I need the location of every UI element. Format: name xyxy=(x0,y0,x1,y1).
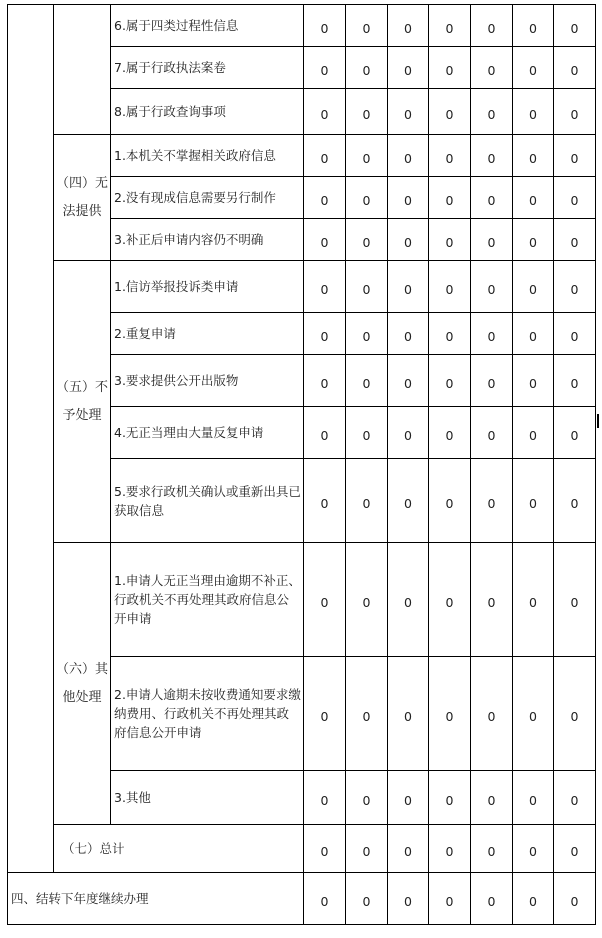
value-cell: 0 xyxy=(554,219,596,261)
value-cell: 0 xyxy=(388,771,429,825)
table-row xyxy=(8,873,596,925)
value-cell: 0 xyxy=(388,135,429,177)
table-row xyxy=(8,5,596,47)
value-cell: 0 xyxy=(346,825,388,873)
value-cell: 0 xyxy=(429,407,471,459)
value-cell: 0 xyxy=(513,219,554,261)
item-label: 2.没有现成信息需要另行制作 xyxy=(111,177,304,219)
value-cell: 0 xyxy=(554,825,596,873)
value-cell: 0 xyxy=(513,771,554,825)
value-cell: 0 xyxy=(471,261,513,313)
total-label: （七）总计 xyxy=(54,825,304,873)
value-cell: 0 xyxy=(304,407,346,459)
value-cell: 0 xyxy=(554,47,596,89)
value-cell: 0 xyxy=(471,5,513,47)
value-cell: 0 xyxy=(471,459,513,543)
value-cell: 0 xyxy=(346,657,388,771)
value-cell: 0 xyxy=(304,355,346,407)
value-cell: 0 xyxy=(471,355,513,407)
item-label: 3.补正后申请内容仍不明确 xyxy=(111,219,304,261)
table-body xyxy=(8,5,596,925)
value-cell: 0 xyxy=(346,355,388,407)
value-cell: 0 xyxy=(346,219,388,261)
outer-section-cell xyxy=(8,5,54,873)
value-cell: 0 xyxy=(471,657,513,771)
value-cell: 0 xyxy=(471,825,513,873)
value-cell: 0 xyxy=(346,177,388,219)
value-cell: 0 xyxy=(388,177,429,219)
value-cell: 0 xyxy=(429,543,471,657)
value-cell: 0 xyxy=(346,261,388,313)
value-cell: 0 xyxy=(346,459,388,543)
value-cell: 0 xyxy=(513,355,554,407)
value-cell: 0 xyxy=(304,313,346,355)
item-label: 7.属于行政执法案卷 xyxy=(111,47,304,89)
item-label: 2.重复申请 xyxy=(111,313,304,355)
item-label: 1.申请人无正当理由逾期不补正、行政机关不再处理其政府信息公开申请 xyxy=(111,543,304,657)
value-cell: 0 xyxy=(346,313,388,355)
value-cell: 0 xyxy=(388,355,429,407)
item-label: 2.申请人逾期未按收费通知要求缴纳费用、行政机关不再处理其政府信息公开申请 xyxy=(111,657,304,771)
value-cell: 0 xyxy=(513,135,554,177)
subgroup-cell xyxy=(54,5,111,135)
value-cell: 0 xyxy=(513,657,554,771)
value-cell: 0 xyxy=(429,459,471,543)
value-cell: 0 xyxy=(429,825,471,873)
value-cell: 0 xyxy=(554,261,596,313)
table-row xyxy=(8,261,596,313)
value-cell: 0 xyxy=(429,873,471,925)
value-cell: 0 xyxy=(304,219,346,261)
value-cell: 0 xyxy=(388,657,429,771)
value-cell: 0 xyxy=(388,261,429,313)
value-cell: 0 xyxy=(388,543,429,657)
value-cell: 0 xyxy=(429,89,471,135)
value-cell: 0 xyxy=(429,135,471,177)
value-cell: 0 xyxy=(346,5,388,47)
value-cell: 0 xyxy=(554,771,596,825)
value-cell: 0 xyxy=(471,873,513,925)
category-label: （五）不予处理 xyxy=(54,261,111,543)
value-cell: 0 xyxy=(513,313,554,355)
carryover-label: 四、结转下年度继续办理 xyxy=(8,873,304,925)
value-cell: 0 xyxy=(304,657,346,771)
value-cell: 0 xyxy=(554,657,596,771)
value-cell: 0 xyxy=(388,459,429,543)
item-label: 3.其他 xyxy=(111,771,304,825)
value-cell: 0 xyxy=(554,873,596,925)
value-cell: 0 xyxy=(346,135,388,177)
value-cell: 0 xyxy=(304,873,346,925)
value-cell: 0 xyxy=(554,459,596,543)
value-cell: 0 xyxy=(471,89,513,135)
value-cell: 0 xyxy=(346,873,388,925)
value-cell: 0 xyxy=(554,89,596,135)
item-label: 8.属于行政查询事项 xyxy=(111,89,304,135)
value-cell: 0 xyxy=(513,459,554,543)
value-cell: 0 xyxy=(471,771,513,825)
value-cell: 0 xyxy=(554,313,596,355)
value-cell: 0 xyxy=(471,47,513,89)
value-cell: 0 xyxy=(346,89,388,135)
item-label: 5.要求行政机关确认或重新出具已获取信息 xyxy=(111,459,304,543)
value-cell: 0 xyxy=(471,219,513,261)
value-cell: 0 xyxy=(304,177,346,219)
category-label: （六）其他处理 xyxy=(54,543,111,825)
disclosure-statistics-table xyxy=(7,4,596,925)
value-cell: 0 xyxy=(554,135,596,177)
value-cell: 0 xyxy=(513,261,554,313)
value-cell: 0 xyxy=(471,543,513,657)
value-cell: 0 xyxy=(513,825,554,873)
value-cell: 0 xyxy=(346,47,388,89)
value-cell: 0 xyxy=(554,5,596,47)
value-cell: 0 xyxy=(513,47,554,89)
value-cell: 0 xyxy=(304,5,346,47)
value-cell: 0 xyxy=(429,355,471,407)
value-cell: 0 xyxy=(429,261,471,313)
value-cell: 0 xyxy=(304,47,346,89)
value-cell: 0 xyxy=(513,543,554,657)
value-cell: 0 xyxy=(388,825,429,873)
text-cursor xyxy=(597,414,599,428)
value-cell: 0 xyxy=(429,313,471,355)
item-label: 3.要求提供公开出版物 xyxy=(111,355,304,407)
item-label: 1.信访举报投诉类申请 xyxy=(111,261,304,313)
value-cell: 0 xyxy=(304,543,346,657)
value-cell: 0 xyxy=(513,5,554,47)
value-cell: 0 xyxy=(388,219,429,261)
value-cell: 0 xyxy=(429,771,471,825)
value-cell: 0 xyxy=(304,825,346,873)
value-cell: 0 xyxy=(554,177,596,219)
table-row xyxy=(8,825,596,873)
value-cell: 0 xyxy=(304,459,346,543)
table-row xyxy=(8,135,596,177)
value-cell: 0 xyxy=(554,543,596,657)
value-cell: 0 xyxy=(346,771,388,825)
value-cell: 0 xyxy=(304,135,346,177)
category-label: （四）无法提供 xyxy=(54,135,111,261)
value-cell: 0 xyxy=(346,543,388,657)
value-cell: 0 xyxy=(513,873,554,925)
value-cell: 0 xyxy=(513,89,554,135)
value-cell: 0 xyxy=(388,873,429,925)
value-cell: 0 xyxy=(388,89,429,135)
value-cell: 0 xyxy=(429,219,471,261)
value-cell: 0 xyxy=(429,657,471,771)
value-cell: 0 xyxy=(554,407,596,459)
value-cell: 0 xyxy=(304,261,346,313)
item-label: 4.无正当理由大量反复申请 xyxy=(111,407,304,459)
value-cell: 0 xyxy=(471,177,513,219)
value-cell: 0 xyxy=(388,407,429,459)
value-cell: 0 xyxy=(388,5,429,47)
value-cell: 0 xyxy=(513,407,554,459)
value-cell: 0 xyxy=(388,313,429,355)
value-cell: 0 xyxy=(429,177,471,219)
item-label: 6.属于四类过程性信息 xyxy=(111,5,304,47)
value-cell: 0 xyxy=(554,355,596,407)
value-cell: 0 xyxy=(471,313,513,355)
value-cell: 0 xyxy=(429,5,471,47)
item-label: 1.本机关不掌握相关政府信息 xyxy=(111,135,304,177)
table-row xyxy=(8,543,596,657)
value-cell: 0 xyxy=(471,135,513,177)
value-cell: 0 xyxy=(346,407,388,459)
value-cell: 0 xyxy=(513,177,554,219)
value-cell: 0 xyxy=(304,771,346,825)
value-cell: 0 xyxy=(429,47,471,89)
value-cell: 0 xyxy=(304,89,346,135)
value-cell: 0 xyxy=(471,407,513,459)
value-cell: 0 xyxy=(388,47,429,89)
